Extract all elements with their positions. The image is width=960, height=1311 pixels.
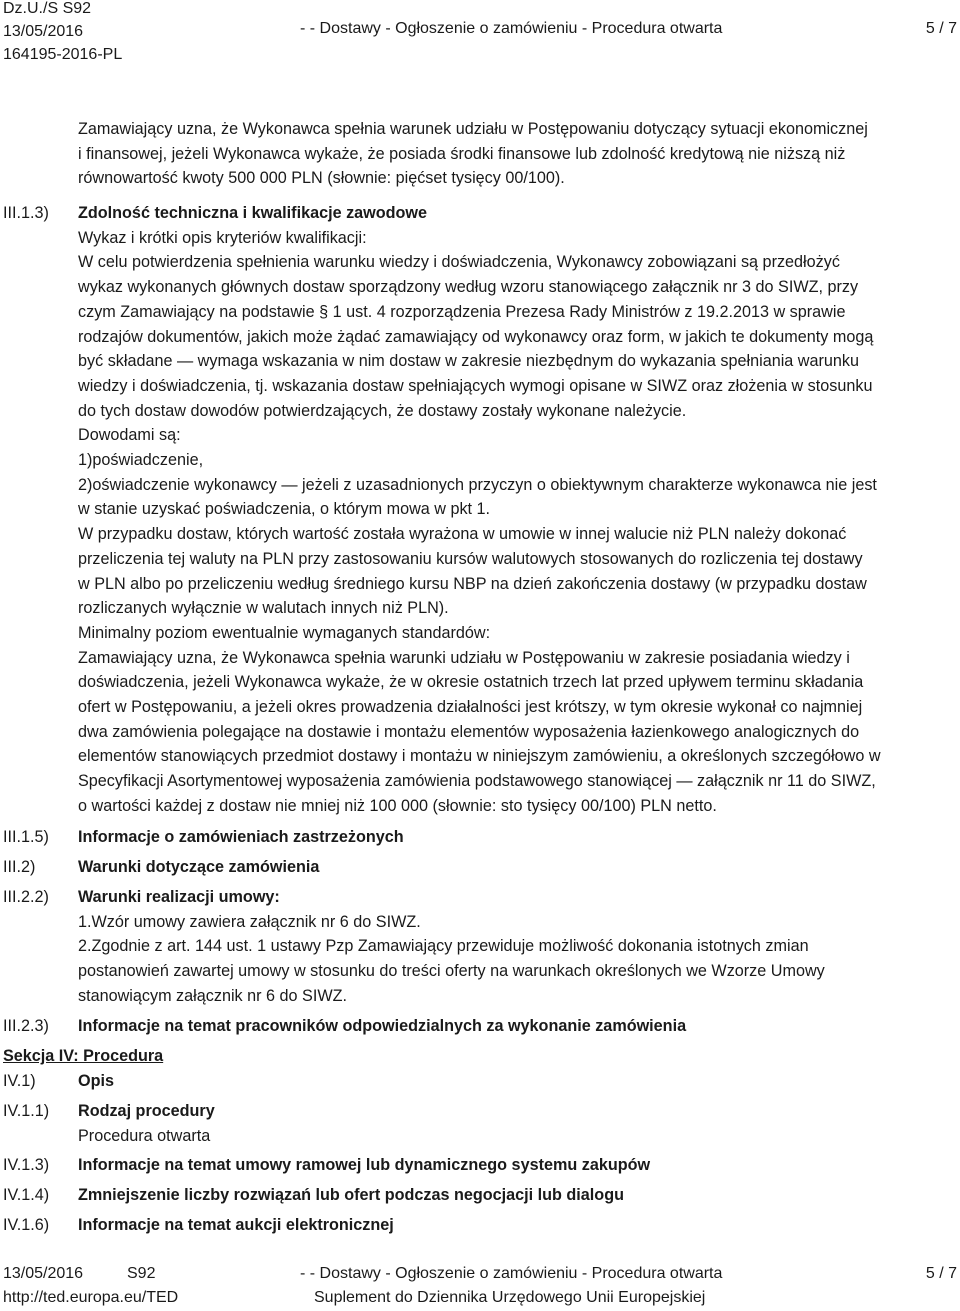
text-line: o wartości każdej z dostaw nie mniej niż 100 000 (słownie: sto tysięcy 00/100) PLN netto. [78, 796, 717, 815]
text-line: do tych dostaw dowodów potwierdzających, że dostawy zostały wykonane należycie. [78, 401, 687, 420]
section-number: IV.1.6) [3, 1216, 50, 1234]
page-header [3, 0, 957, 70]
section-title: Rodzaj procedury [78, 1102, 215, 1120]
footer-url-link[interactable]: http://ted.europa.eu/TED [3, 1289, 179, 1306]
text-line: elementów stanowiących przedmiot dostawy i montażu w niniejszym zamówieniu, a określonych szczegółowo w [78, 747, 881, 766]
section-number: III.2) [3, 858, 36, 876]
text-line: doświadczenia, jeżeli Wykonawca wykaże, że w okresie ostatnich trzech lat przed upływem terminu składania [78, 673, 864, 692]
text-line: W przypadku dostaw, których wartość została wyrażona w umowie w innej walucie niż PLN należy dokonać [78, 525, 847, 544]
notice-number: 164195-2016-PL [3, 46, 123, 63]
text-line: rodzajów dokumentów, jakich może żądać zamawiający od wykonawcy oraz form, w jakich te dokumenty mogą [78, 327, 874, 346]
text-line: dwa zamówienia polegające na dostawie i montażu elementów wyposażenia łazienkowego analogicznych do [78, 722, 860, 741]
section-title: Informacje na temat aukcji elektronicznej [78, 1216, 394, 1234]
footer-series: S92 [127, 1265, 156, 1282]
section-procedure-type [78, 1099, 958, 1148]
text-line: być składane — wymaga wskazania w nim dostaw w zakresie niezbędnym do wykazania spełniania warunku [78, 352, 859, 371]
text-line: przeliczenia tej waluty na PLN przy zastosowaniu kursów walutowych stosowanych do rozliczenia tej dostawy [78, 549, 863, 568]
header-page-number: 5 / 7 [925, 20, 957, 37]
text-line: Zamawiający uzna, że Wykonawca spełnia warunki udziału w Postępowaniu w zakresie posiadania wiedzy i [78, 648, 850, 667]
section-number: III.2.3) [3, 1017, 49, 1035]
text-line: Wykaz i krótki opis kryteriów kwalifikacji: [78, 228, 367, 247]
text-line: 2)oświadczenie wykonawcy — jeżeli z uzasadnionych przyczyn o obiektywnym charakterze wykonawca nie jest [78, 475, 877, 494]
text-line: 1)poświadczenie, [78, 451, 204, 470]
header-date: 13/05/2016 [3, 23, 84, 40]
text-line: 1.Wzór umowy zawiera załącznik nr 6 do SIWZ. [78, 912, 421, 931]
text-line: wiedzy i doświadczenia, tj. wskazania dostaw spełniających wymogi opisane w SIWZ oraz złożenia w stosunku [78, 376, 873, 395]
section-number: IV.1.4) [3, 1186, 50, 1204]
journal-ref: Dz.U./S S92 [3, 0, 92, 17]
text-line: rozliczanych wyłącznie w walutach innych niż PLN). [78, 599, 449, 618]
text-line: Minimalny poziom ewentualnie wymaganych standardów: [78, 623, 491, 642]
text-line: czym Zamawiający na podstawie § 1 ust. 4 rozporządzenia Prezesa Rady Ministrów z 19.2.2013 w sprawie [78, 302, 846, 321]
text-line: Specyfikacji Asortymentowej wyposażenia zamówienia podstawowego stanowiącej — załącznik nr 11 do SIWZ, [78, 772, 876, 791]
header-title: - - Dostawy - Ogłoszenie o zamówieniu - Procedura otwarta [300, 20, 723, 37]
text-line: wykaz wykonanych głównych dostaw sporządzony według wzoru stanowiącego załącznik nr 3 do SIWZ, przy [78, 278, 859, 297]
section-title: Opis [78, 1072, 114, 1090]
text-line: postanowień zawartej umowy w stosunku do treści oferty na warunkach określonych we Wzorze Umowy [78, 962, 825, 981]
section-number: III.1.3) [3, 204, 49, 222]
text-line: 2.Zgodnie z art. 144 ust. 1 ustawy Pzp Zamawiający przewiduje możliwość dokonania istotnych zmian [78, 937, 809, 956]
section-number: III.2.2) [3, 888, 49, 906]
footer-title: - - Dostawy - Ogłoszenie o zamówieniu - Procedura otwarta [300, 1265, 723, 1282]
section-title: Informacje o zamówieniach zastrzeżonych [78, 828, 404, 846]
section-technical-capacity [78, 201, 958, 819]
text-line: Zamawiający uzna, że Wykonawca spełnia warunek udziału w Postępowaniu dotyczący sytuacji ekonomicznej [78, 120, 868, 138]
text-line: ofert w Postępowaniu, a jeżeli okres prowadzenia działalności jest krótszy, w tym okresie wykonał co najmniej [78, 698, 863, 717]
page-footer [3, 1262, 957, 1311]
section-title: Zmniejszenie liczby rozwiązań lub ofert podczas negocjacji lub dialogu [78, 1186, 624, 1204]
text-line: w stanie uzyskać poświadczenia, o którym mowa w pkt 1. [78, 500, 491, 519]
financial-condition-text [78, 117, 958, 191]
procedure-type-value: Procedura otwarta [78, 1126, 211, 1145]
section-iv-heading: Sekcja IV: Procedura [3, 1047, 164, 1065]
text-line: Dowodami są: [78, 426, 181, 445]
text-line: w PLN albo po przeliczeniu według średniego kursu NBP na dzień zakończenia dostawy (w przypadku dostaw [78, 574, 867, 593]
section-contract-conditions [78, 885, 958, 1009]
footer-page-number: 5 / 7 [925, 1265, 957, 1282]
text-line: i finansowej, jeżeli Wykonawca wykaże, że posiada środki finansowe lub zdolność kredytową nie niższą niż [78, 144, 846, 163]
text-line: stanowiącym załącznik nr 6 do SIWZ. [78, 986, 347, 1005]
section-title: Zdolność techniczna i kwalifikacje zawodowe [78, 204, 428, 222]
text-line: równowartość kwoty 500 000 PLN (słownie: pięćset tysięcy 00/100). [78, 169, 565, 188]
section-title: Warunki dotyczące zamówienia [78, 858, 320, 876]
footer-date: 13/05/2016 [3, 1265, 84, 1282]
section-title: Informacje na temat pracowników odpowiedzialnych za wykonanie zamówienia [78, 1017, 687, 1035]
section-number: IV.1) [3, 1072, 36, 1090]
section-number: III.1.5) [3, 828, 49, 846]
footer-supplement: Suplement do Dziennika Urzędowego Unii Europejskiej [314, 1289, 706, 1306]
text-line: W celu potwierdzenia spełnienia warunku wiedzy i doświadczenia, Wykonawcy zobowiązani są przedłożyć [78, 253, 840, 272]
section-number: IV.1.3) [3, 1156, 50, 1174]
section-title: Informacje na temat umowy ramowej lub dynamicznego systemu zakupów [78, 1156, 651, 1174]
section-number: IV.1.1) [3, 1102, 50, 1120]
section-title: Warunki realizacji umowy: [78, 888, 280, 906]
